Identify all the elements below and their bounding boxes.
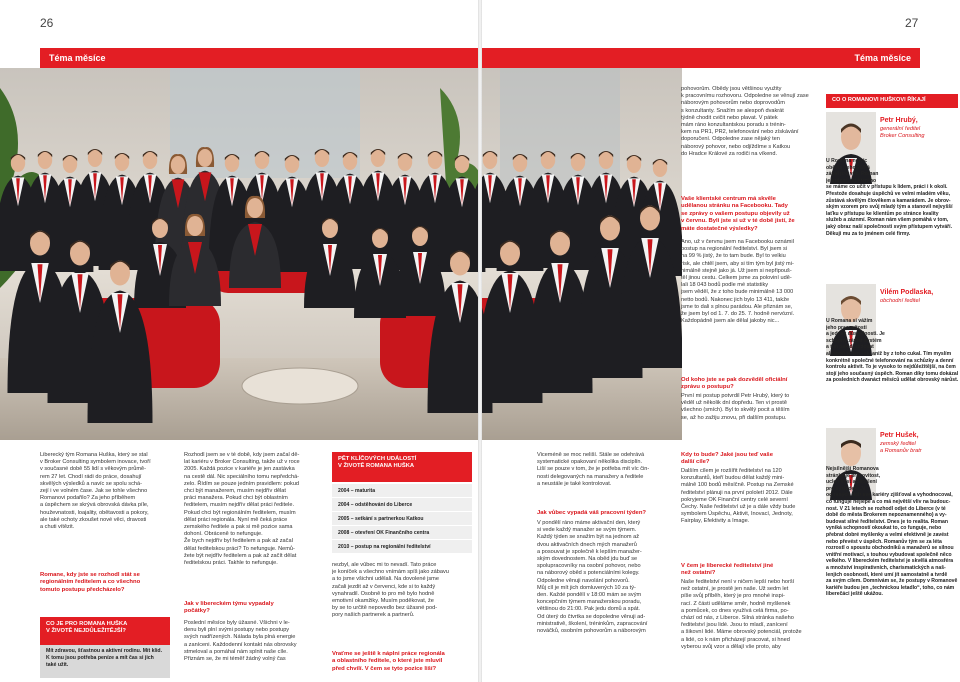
sidebar-person-quote: Nejsilnější Romanova stránka je pracovitost, uclenivost a zapálení pro výsledek. Já od raných dob své kariéry zjišťoval a vyhodnocoval, co funguje nejlépe a co má největší vliv na budouc- nost. V 21 letech se rozhodl odjet do Liberce (v té době do města Brokerem nepoznamenného) a vy- budovat silné ředitelství. Dnes je to realita. Roman vyniká schopností okoukat to, co funguje, nebo přebrat dobré myšlenky a velmi efektivně je zavést nebo převést v úspěch. Romanův tým se za léta rozrostl o spoustu obchodníků a manažerů se silnou vnitřní motivací, s touhou vybudovat společně něco velkého. V libereckém ředitelství je skvělá atmosféra a množství inspirativních, charismatických a naš- lenjich osobností, které umí jít samostatně a tvrdě za svým cílem. Domnívám se, že postupy v Romanově kariéře budou jen „technickou letadlo“, toho, co nám liberečáci ještě ukážou. — [826, 466, 958, 598]
profile-question-box: CO JE PRO ROMANA HUŠKA V ŽIVOTĚ NEJDŮLEŽITĚJŠÍ? — [40, 617, 170, 645]
team-photo — [0, 68, 682, 440]
right-col1-text3: První mi postup potvrdil Petr Hrubý, který to věděl už několik dní dopředu. Ten vi prostě všechno (smích). Byl to skvělý pocit a těším se, až ho zažiju znovu, při dalším postupu. — [681, 393, 790, 421]
profile-answer-box: Mít zdravou, šťastnou a aktivní rodinu. Mít klid. K tomu jsou potřeba peníze a mít čas si jich také užít. — [40, 645, 170, 678]
right-lower-col1-text2: V pondělí ráno máme aktivační den, který si vede každý manažer se svým týmem. Každý týden se snažím být na jednom až dvou aktivačních dnech mých manažerů a posouvat je společně k lepším manažer- ským dovednostem. Na oběd jdu buď se spolupracovníky na osobní pohovor, nebo na náborový oběd s potenciálními kolegy. Odpoledne věnuji navolání pohovorů. Můj cíl je mít jich domluvených 10 za tý- den. Každé pondělí v 18:00 mám se svým koncepčním týmem manažerskou poradu, většinou do 21:00. Pak jedu domů a spát. Od úterý do čtvrtka se dopoledne věnuji ad- ministrativě, školení, tréninkům, zapracování nováčků, osobním pohovorům a náborovým — [537, 520, 648, 635]
article-col2-text2: Poslední měsíce byly úžasné. Všichni v le- denu byli plní svými postupy nebo postupy svých nadřízených. Nálada byla plná energie a zaníceni. Každodenní kontakt nás obrovsky stmeloval a pomáhal nám splnit naše cíle. Přiznám se, že mi téměř žádný volný čas — [184, 620, 297, 663]
coffee-table — [242, 368, 358, 404]
right-col1-text2: Ano, už v červnu jsem na Facebooku oznámil postup na regionální ředitelství. Byl jsem si na 99 % jistý, že to tam bude. Byl to velkiu risk, ale chtěl jsem, aby si tím tým byl jistý mi- nimálně stejně jako já. Už jsem si nepřipouš- těl jinou cestu. Celkem jsme za poloviní udě- lali 18 043 bodů podle mé statistiky jsem věděl, že z toho bude minimálně 13 000 netto bodů. Nakonec jich bylo 13 411, takže jsme to dali s plnou parádou. Ale přiznám se, že jsem byl od 1. 7. do 25. 7. hodně nervózní. Každopádně jsem ale dělal jakoby nic... — [681, 239, 795, 325]
sidebar-person-name: Vilém Podlaska, — [880, 289, 934, 296]
page-spine — [478, 0, 482, 682]
article-col2-text: Rozhodl jsem se v té době, kdy jsem začal dě- lat kariéru v Broker Consulting, takže už v roce 2005. Každá pozice v kariéře je jen zastávka na cestě dál. Nic speciálního tomu nepředchá- zelo. Řídím se pouze jedním pravidlem: pokud chci být manažerem, musím nejdřív dělat práci manažera. Pokud chci být oblastním ředitelem, musím nejdřív dělat práci ředitele. Pokud chci být regionálním ředitelem, musím dělat práci regionála. Nyní mě čeká práce zemského ředitele a pak si mě pozice sama dohoní. Obráceně to nefunguje. Že bych nejdřív byl ředitelem a pak až začal dělat ředitelskou práci? To nefunguje. Nemů- žete být nejdřív ředitelem a pak až začít dělat ředitelskou práci. Takhle to nefunguje. — [184, 452, 300, 567]
question-difference: V čem je liberecké ředitelství jiné než ostatní? — [681, 563, 774, 577]
question-facebook: Vaše klientské centrum má skvěle udělanou stránku na Facebooku. Tady se zprávy o vašem postupu objevily už v červnu. Byli jste si už v té době jistí, že máte dostatečné výsledky? — [681, 196, 795, 232]
right-col1-text: pohovorům. Obědy jsou většinou využity k pracovnímu rozhovoru. Odpoledne se věnují zase náborovým pohovorům nebo doprovodům s konzultanty. Snažím se alespoň dvakrát týdně chodit cvičit nebo plavat. V pátek mám ráno konzultantskou poradu s trénin- kem na PR1, PR2, telefonování nebo získávání doporučení. Odpoledne zase nějaký ten náborový pohovor, nebo odjíždíme s Katkou do Hradce Králové za rodiči na víkend. — [681, 86, 809, 157]
sidebar-person-quote: U Romana si vážím jeho pracovitosti a jednak důslednosti. Je schopný závist systém a tím pak dodržovat alespoň jeden rok, aniž by z toho cukal. Tím myslím konkrétně společné telefonování na schůzky a denní kontrolu aktivit. To je vysoko to nejdůležitější, na čem stojí jeho současný úspěch. Roman díky tomu dokázal za posledních dvanáct měsíců udělat obrovský nárůst. — [826, 318, 959, 384]
sidebar-person-role: obchodní ředitel — [880, 298, 920, 304]
left-header — [0, 0, 478, 48]
key-event: 2005 – setkání s partnerkou Katkou — [332, 512, 472, 526]
key-event: 2004 – maturita — [332, 484, 472, 498]
question-goals: Kdy to bude? Jaké jsou teď vaše další cíle? — [681, 452, 773, 466]
key-events-list — [332, 484, 472, 554]
photo-caption: Liberecký tým Romana Huška, který se stal v Broker Consulting symbolem inovace, tvoří v současné době 55 lidí s věkovým průmě- rem 27 let. Chodí rádi do práce, dosahují skvělých výsledků a navíc se spolu schá- zejí i ve volném čase. Jak se tohle všechno Romanovi podařilo? Za jeho příběhem a úspěchem se skrývá obrovská dávka píle, houževnatosti, loajality, obětavosti a pokory, ale také ochoty zkoušet nové věci, dravosti a chuti vítězit. — [40, 452, 151, 531]
right-topic-bar — [482, 48, 920, 68]
sidebar-title: CO O ROMANOVI HUŠKOVI ŘÍKAJÍ — [826, 94, 958, 108]
right-page-number: 27 — [905, 16, 919, 30]
key-event: 2010 – postup na regionální ředitelství — [332, 540, 472, 554]
key-event: 2008 – otevření OK Finančního centra — [332, 526, 472, 540]
right-lower-col1-text: Viceméně se moc neliší. Stále se odehrává systematické opakovaní několika disciplín. Liší se pouze v tom, že je potřeba mít víc čin- nosti delegovaných na manažery a ředitele a neustále je také kontrolovat. — [537, 452, 650, 487]
question-roles: Vraťme se ještě k náplni práce regionála a oblastního ředitele, o které jste mluvil před chvílí. V čem se tyto pozice liší? — [332, 651, 445, 672]
question-beginnings: Jak v libereckém týmu vypadaly počátky? — [184, 601, 274, 615]
right-lower-col2-text: Dalším cílem je rozšířit ředitelství na 120 konzultantů, kteří budou dělat každý mini- málně 100 bodů měsíčně. Postup na Zemské ředitelství plánuji na první pololetí 2012. Dále pokryjeme OK Finanční centry celé severní Čechy. Naše ředitelství už je a dále vždy bude symbolem Úspěchu, Aktivit, Inovací, Jednoty, Fairplay, Efektivity a Image. — [681, 468, 796, 525]
key-events-title: PĚT KLÍČOVÝCH UDÁLOSTÍ V ŽIVOTĚ ROMANA HUŠKA — [332, 452, 472, 482]
sidebar-person-name: Petr Hušek, — [880, 432, 919, 439]
sidebar-person-quote: U Romana nejvíc oběvují jeho 200% zápal pro věc. Roman je srdcař, od kterého se máme co učit v přístupu k lidem, práci i k okolí. Přestože dosahuje úspěchů ve velmi mladém věku, zůstává skvělým člověkem a kamarádem. Je obrov- ským vzorem pro svůj mladý tým a stanovil nejvyšší laťku v přístupu ke klientům po stránce kvality služeb a záznmí. Roman nám všem pomáhá v tom, jaký obraz naší společnosti svým přístupem vytváří. Děkuji mu za to jménem celé firmy. — [826, 158, 953, 237]
right-topic-label: Téma měsíce — [854, 53, 911, 63]
sidebar-person-role: zemský ředitel a Romanův bratr — [880, 441, 922, 454]
sidebar-person-role: generální ředitel Broker Consulting — [880, 126, 925, 139]
question-official-news: Od koho jste se pak dozvěděl oficiální zprávu o postupu? — [681, 377, 788, 391]
question-decision: Romane, kdy jste se rozhodl stát se regionálním ředitelem a co všechno tomuto postupu předcházelo? — [40, 572, 141, 593]
left-topic-bar: Téma měsíce — [40, 48, 478, 68]
key-event: 2004 – odstěhování do Liberce — [332, 498, 472, 512]
right-lower-col2-text2: Naše ředitelství není v ničem lepší nebo horší než ostatní, je prostě jen naše. Už sedm let píše svůj příběh, který je pro mnohé inspi- rací. Z části uděláme směr, hodně myšlenek a pomůcek, co dnes využívá celá firma, po- chází od nás, z Liberce. Silná stránka našeho ředitelství jsou lidé. Jsou to mladí, zanícení a šikovní lidé. Máme obrovský potenciál, protože a lidé, co k nám přicházejí pracovat, si hned vyberou svůj vzor a dělají vše proto, aby — [681, 579, 802, 650]
sidebar-person-name: Petr Hrubý, — [880, 117, 918, 124]
question-week: Jak vůbec vypadá váš pracovní týden? — [537, 510, 647, 516]
left-page-number: 26 — [40, 16, 54, 30]
article-col3-text: nezbyl, ale vůbec mi to nevadí. Tato práce je koníček a všechno vnímám spíš jako zábavu a to jsme všichni udělali. Na dovolené jsme začali jezdit až v červenci, kde si to každý vynahradil. Osobně to pro mě bylo hodně emotivní okamžiky. Musím poděkovat, že by se to určitě nepovedlo bez úžasné pod- pory našich partnerek a partnerů. — [332, 562, 449, 619]
